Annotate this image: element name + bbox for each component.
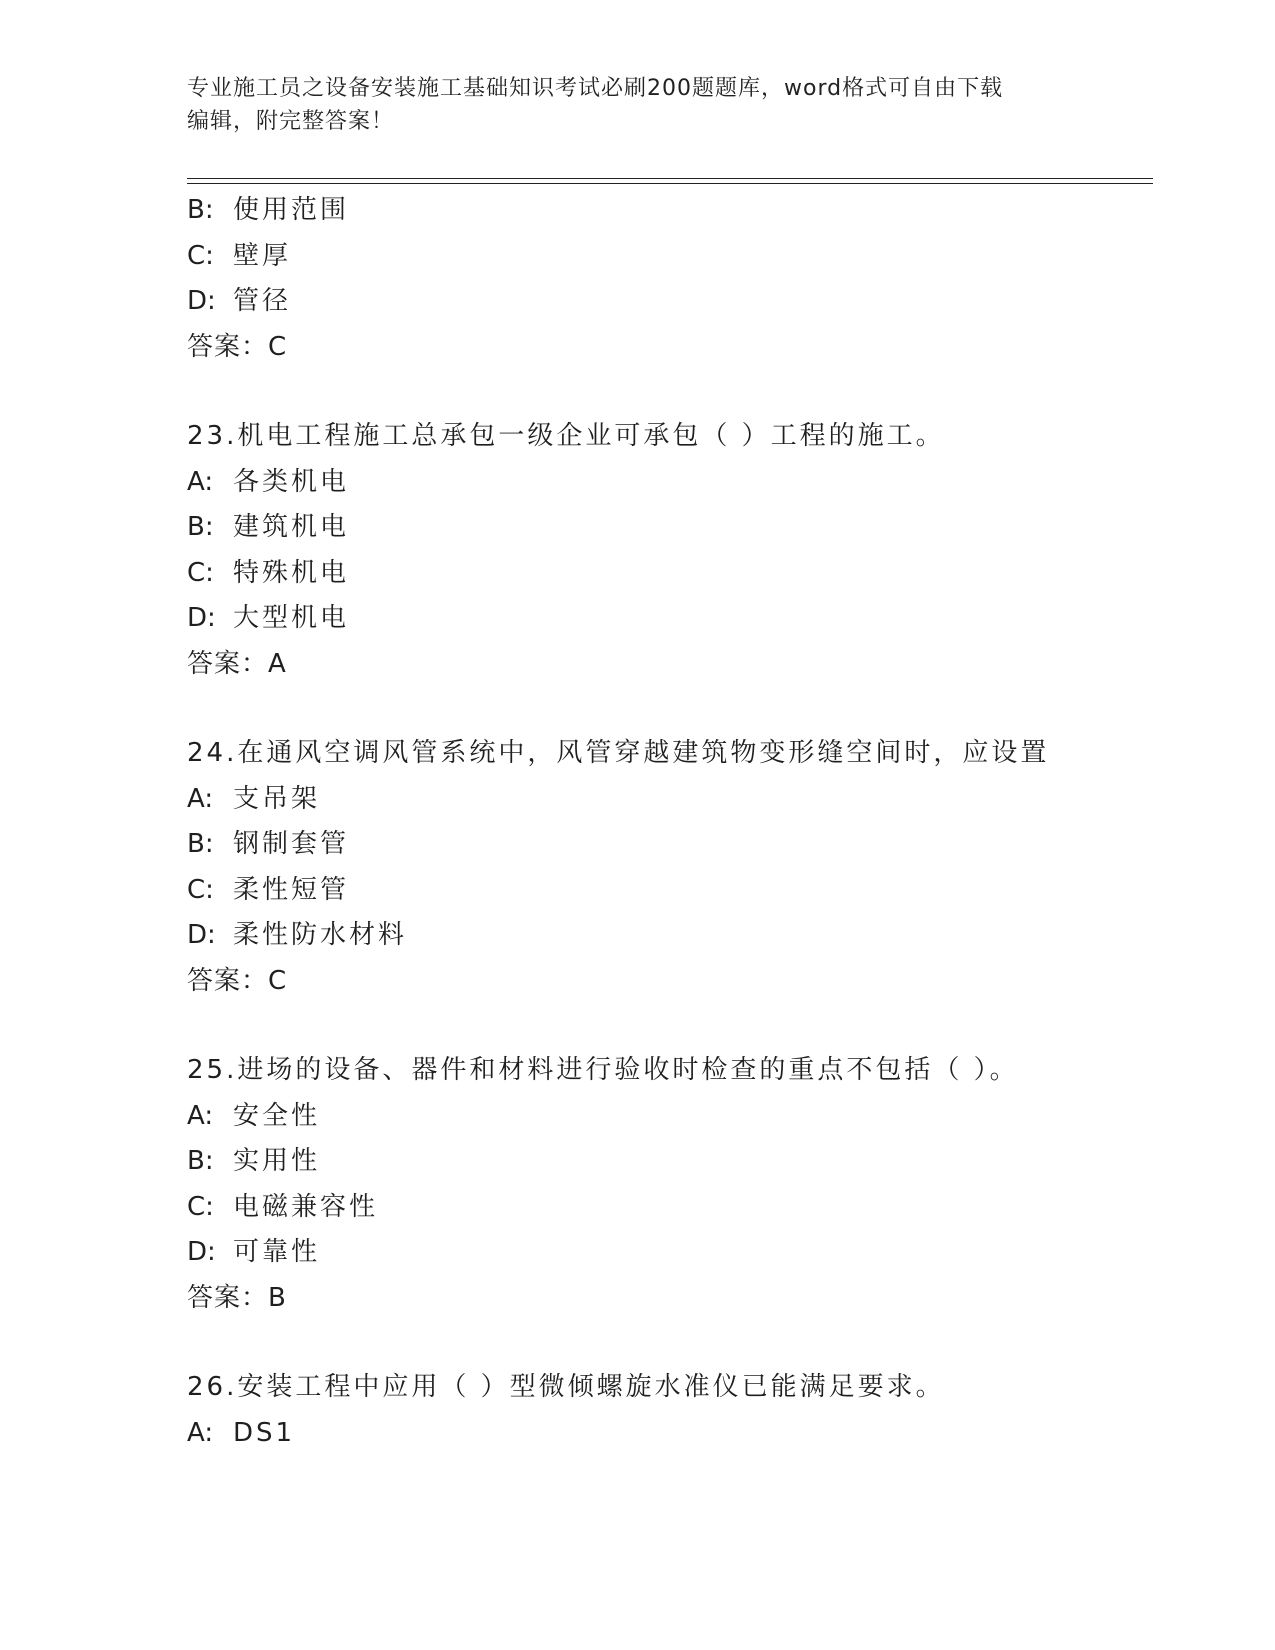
question-block-26: [187, 1365, 1167, 1456]
option-text: 柔性短管: [233, 874, 350, 905]
option-key: B:: [187, 512, 214, 542]
option-text: 电磁兼容性: [233, 1191, 379, 1222]
option-key: D:: [187, 286, 216, 316]
option-key: C:: [187, 1191, 214, 1222]
option-b: [187, 505, 1167, 551]
option-text: DS1: [233, 1417, 296, 1448]
question-text: 25.进场的设备、器件和材料进行验收时检查的重点不包括（ ）。: [187, 1055, 1019, 1085]
answer-line: 答案：C: [187, 965, 288, 996]
option-key: B:: [187, 829, 214, 859]
option-a: [187, 1411, 1167, 1457]
option-d: [187, 596, 1167, 642]
option-text: 支吊架: [233, 783, 321, 814]
question-block-22: [187, 188, 1167, 370]
answer-line: 答案：C: [187, 331, 288, 362]
option-text: 大型机电: [233, 603, 350, 633]
spacer: [187, 687, 1167, 731]
option-key: A:: [187, 466, 214, 497]
document-header: [187, 72, 1087, 138]
option-text: 管径: [233, 286, 292, 316]
option-text: 建筑机电: [233, 512, 350, 542]
option-key: D:: [187, 603, 216, 633]
option-key: B:: [187, 1146, 214, 1176]
option-b: [187, 188, 1167, 234]
spacer: [187, 370, 1167, 414]
option-a: [187, 1094, 1167, 1140]
header-divider-bottom: [187, 183, 1153, 184]
header-divider-top: [187, 178, 1153, 179]
option-c: [187, 234, 1167, 280]
spacer: [187, 1321, 1167, 1365]
option-key: B:: [187, 195, 214, 225]
question-list: [187, 188, 1167, 1456]
option-d: [187, 913, 1167, 959]
answer-line: 答案：B: [187, 1282, 287, 1313]
option-b: [187, 822, 1167, 868]
option-c: [187, 868, 1167, 914]
option-text: 钢制套管: [233, 829, 350, 859]
option-text: 安全性: [233, 1100, 321, 1131]
option-key: C:: [187, 874, 214, 905]
question-text: 23.机电工程施工总承包一级企业可承包（ ）工程的施工。: [187, 421, 945, 451]
option-a: [187, 460, 1167, 506]
option-key: D:: [187, 920, 216, 950]
question-block-23: [187, 414, 1167, 687]
option-text: 使用范围: [233, 195, 350, 225]
option-d: [187, 1230, 1167, 1276]
option-d: [187, 279, 1167, 325]
option-text: 实用性: [233, 1146, 321, 1176]
question-text: 24.在通风空调风管系统中，风管穿越建筑物变形缝空间时，应设置: [187, 738, 1050, 768]
answer-line: 答案：A: [187, 648, 287, 679]
option-text: 壁厚: [233, 240, 292, 271]
question-block-24: [187, 731, 1167, 1004]
option-key: A:: [187, 1417, 214, 1448]
header-line-1: 专业施工员之设备安装施工基础知识考试必刷200题题库，word格式可自由下载: [187, 76, 1004, 101]
option-key: A:: [187, 1100, 214, 1131]
option-b: [187, 1139, 1167, 1185]
option-text: 可靠性: [233, 1237, 321, 1267]
option-text: 柔性防水材料: [233, 920, 408, 950]
option-key: C:: [187, 240, 214, 271]
option-key: A:: [187, 783, 214, 814]
option-text: 特殊机电: [233, 557, 350, 588]
spacer: [187, 1004, 1167, 1048]
option-key: C:: [187, 557, 214, 588]
option-c: [187, 1185, 1167, 1231]
option-a: [187, 777, 1167, 823]
option-text: 各类机电: [233, 466, 350, 497]
header-line-2: 编辑，附完整答案！: [187, 109, 395, 134]
option-c: [187, 551, 1167, 597]
question-block-25: [187, 1048, 1167, 1321]
option-key: D:: [187, 1237, 216, 1267]
question-text: 26.安装工程中应用（ ）型微倾螺旋水准仪已能满足要求。: [187, 1372, 945, 1402]
